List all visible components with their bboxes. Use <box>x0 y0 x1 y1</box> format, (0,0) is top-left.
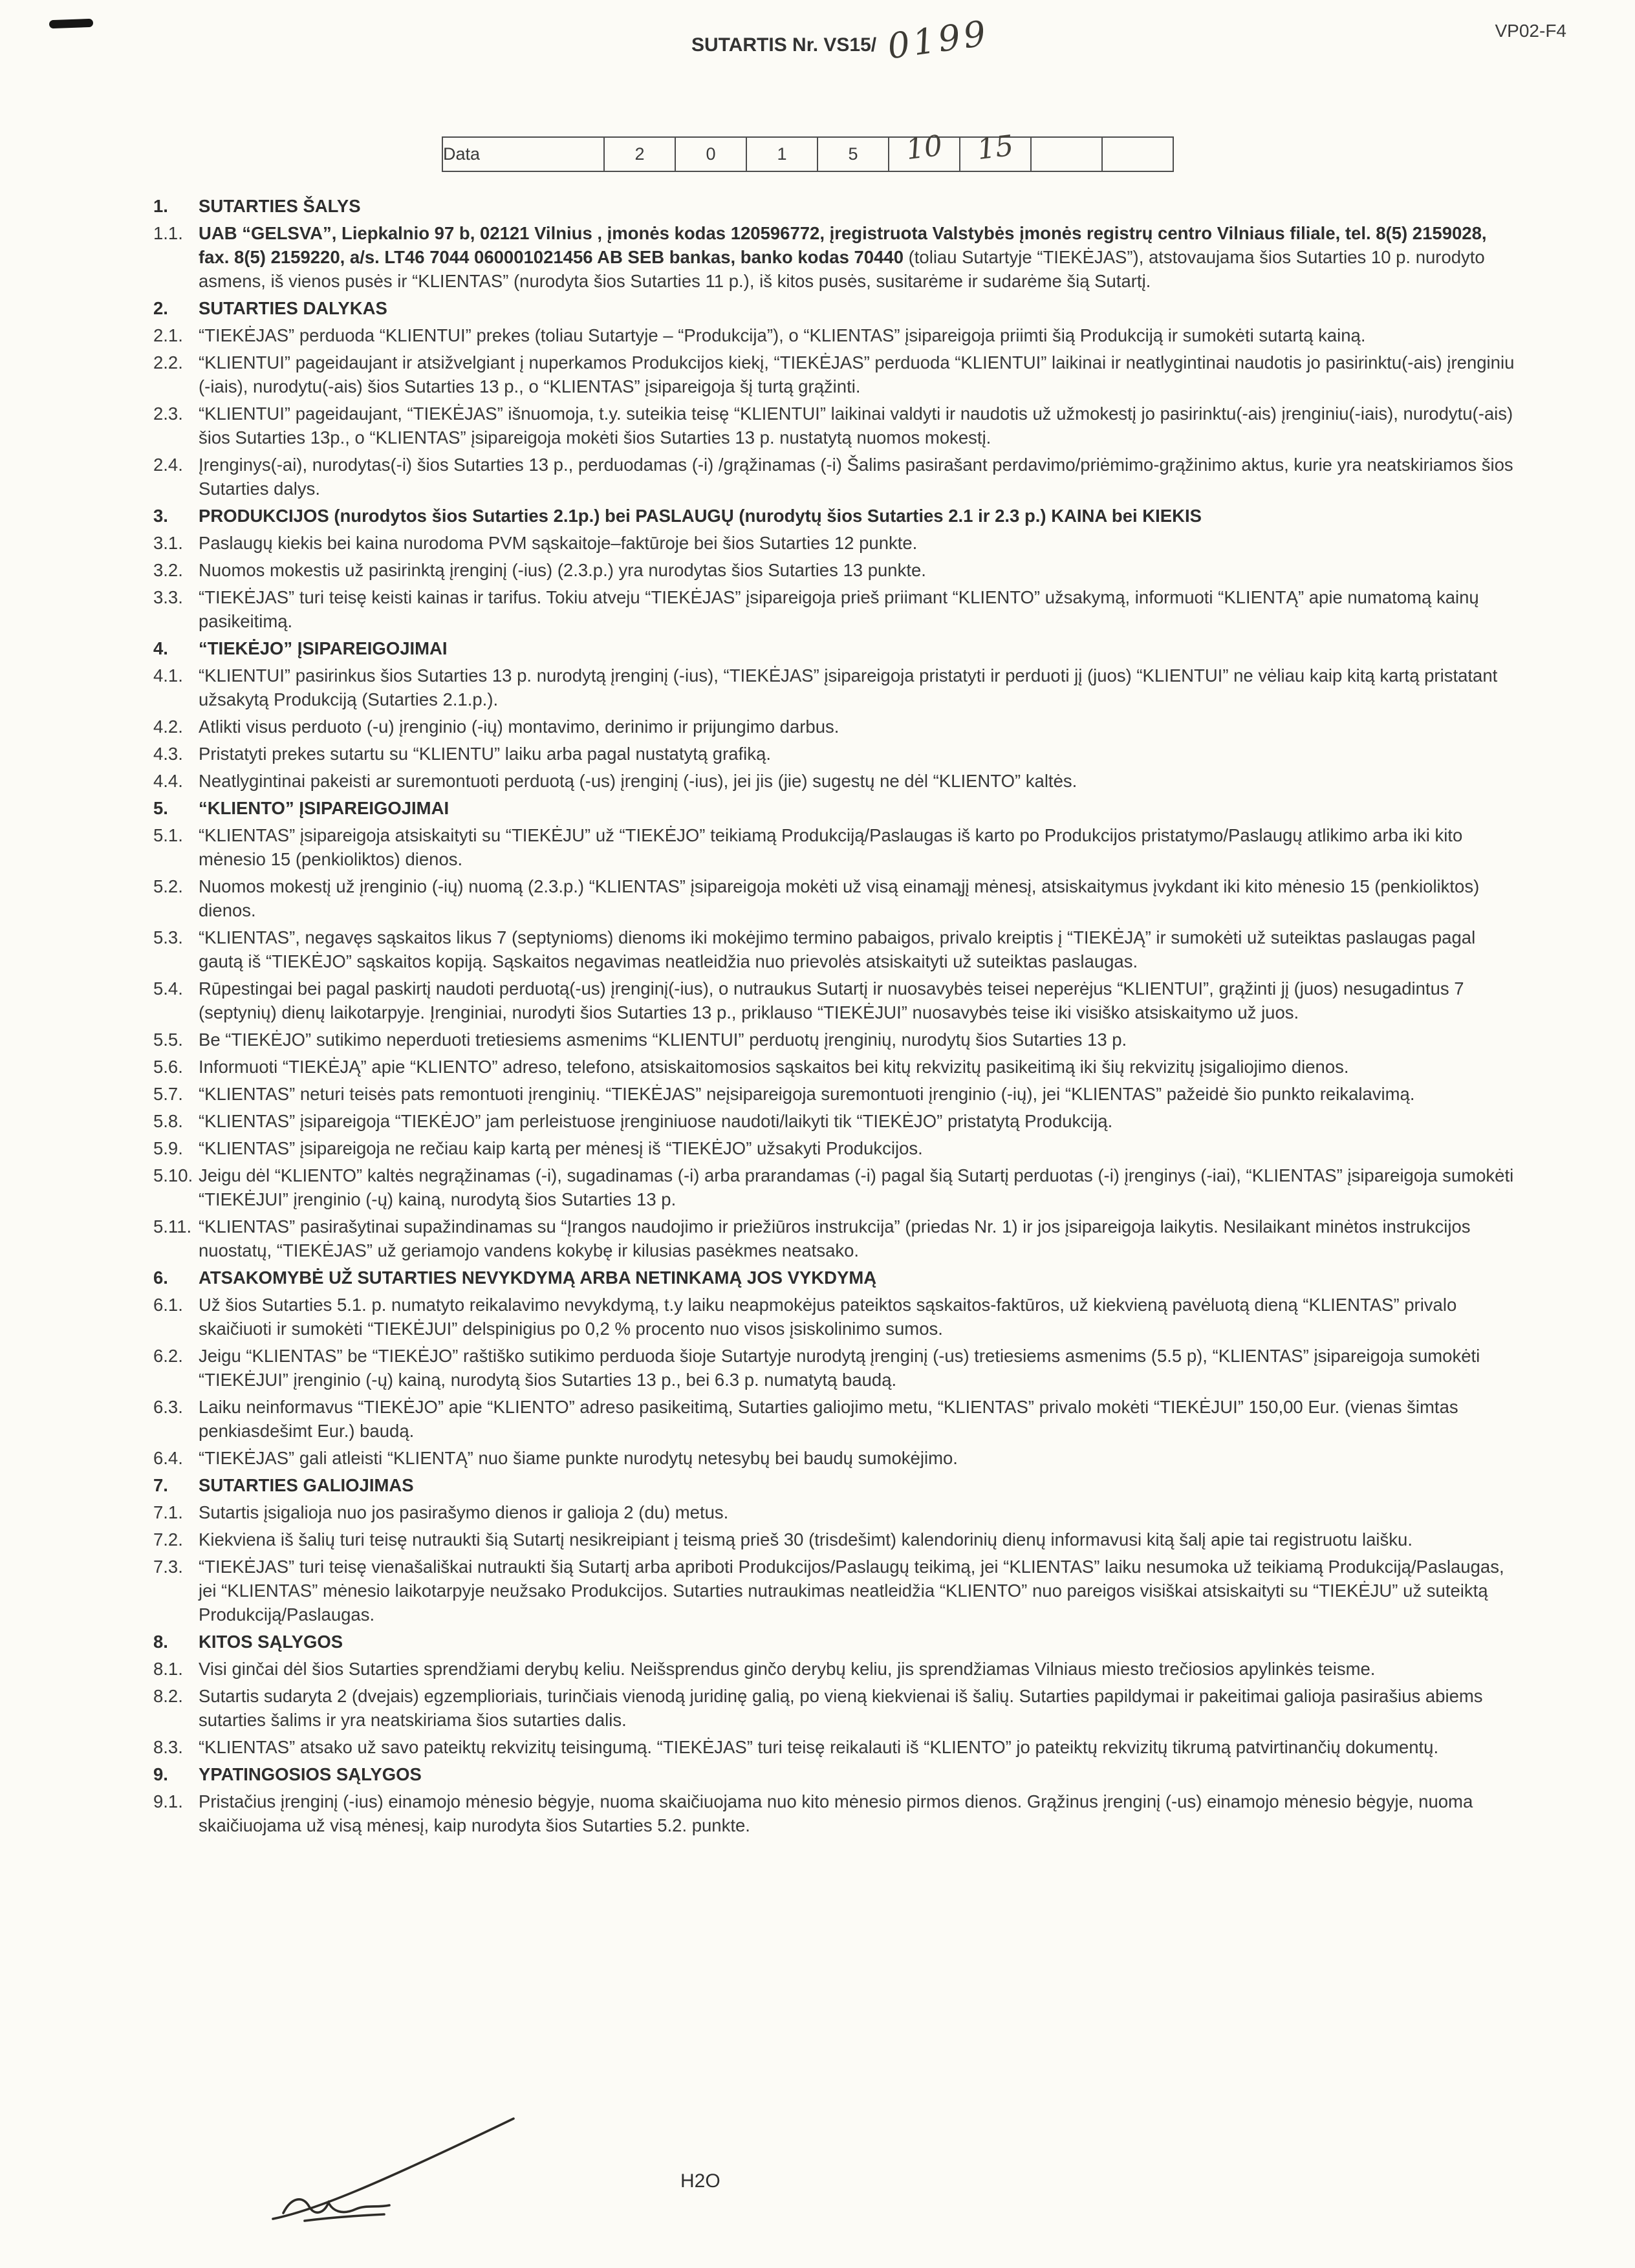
printed-date-value: 1 <box>777 144 787 164</box>
section-number: 2. <box>153 298 168 318</box>
date-cell <box>604 137 675 171</box>
contract-clause <box>153 402 1518 449</box>
contract-clause <box>153 1028 1518 1052</box>
section-heading <box>153 194 1518 218</box>
clause-number: 7.3. <box>153 1557 183 1577</box>
clause-number: 2.2. <box>153 352 183 373</box>
section-number: 7. <box>153 1475 168 1495</box>
contract-clause <box>153 1657 1518 1681</box>
clause-number: 5.2. <box>153 876 183 896</box>
contract-clause <box>153 1082 1518 1106</box>
scan-artifact-mark <box>49 19 93 28</box>
section-heading <box>153 796 1518 820</box>
clause-number: 5.11. <box>153 1216 192 1237</box>
clause-number: 3.2. <box>153 560 183 580</box>
clause-number: 6.3. <box>153 1397 183 1417</box>
handwritten-date-value: 10 <box>904 129 944 167</box>
clause-text: Be “TIEKĖJO” sutikimo neperduoti tretiesiems asmenims “KLIENTUI” perduotų įrenginių, nurodytų šios Sutarties 13 p. <box>199 1030 1127 1050</box>
section-title: ATSAKOMYBĖ UŽ SUTARTIES NEVYKDYMĄ ARBA NETINKAMĄ JOS VYKDYMĄ <box>199 1268 877 1288</box>
clause-number: 5.6. <box>153 1057 183 1077</box>
section-title: “KLIENTO” ĮSIPAREIGOJIMAI <box>199 798 449 818</box>
section-heading <box>153 1630 1518 1654</box>
contract-clause <box>153 1215 1518 1262</box>
clause-text: Nuomos mokestis už pasirinktą įrenginį (-ius) (2.3.p.) yra nurodytas šios Sutarties 13 punkte. <box>199 560 926 580</box>
section-number: 5. <box>153 798 168 818</box>
date-cell <box>1102 137 1173 171</box>
section-title: SUTARTIES DALYKAS <box>199 298 387 318</box>
section-title: KITOS SĄLYGOS <box>199 1632 343 1652</box>
contract-clause <box>153 1446 1518 1470</box>
contract-clause <box>153 1344 1518 1392</box>
contract-clause <box>153 1528 1518 1551</box>
clause-number: 2.1. <box>153 325 183 345</box>
contract-clause <box>153 531 1518 555</box>
date-cell-handwritten <box>960 129 1031 171</box>
clause-text: Neatlygintinai pakeisti ar suremontuoti perduotą (-us) įrenginį (-ius), jei jis (jie) sugestų ne dėl “KLIENTO” kaltės. <box>199 771 1077 791</box>
contract-title-label: SUTARTIS Nr. VS15/ <box>691 34 877 56</box>
date-cell <box>1031 137 1102 171</box>
contract-clause <box>153 925 1518 973</box>
contract-clause <box>153 1735 1518 1759</box>
clause-number: 1.1. <box>153 223 183 243</box>
clause-number: 8.3. <box>153 1737 183 1757</box>
section-title: YPATINGOSIOS SĄLYGOS <box>199 1764 422 1784</box>
contract-clause <box>153 1555 1518 1626</box>
clause-text: “TIEKĖJAS” turi teisę keisti kainas ir tarifus. Tokiu atveju “TIEKĖJAS” įsipareigoja prieš priimant “KLIENTO” užsakymą, informuoti “KLIENTĄ” apie numatomą kainų pasikeitimą. <box>199 587 1479 631</box>
clause-text: Jeigu “KLIENTAS” be “TIEKĖJO” raštiško sutikimo perduoda šioje Sutartyje nurodytą įrenginį (-us) tretiesiems asmenims (5.5 p), “KLIENTAS” įsipareigoja sumokėti “TIEKĖJUI” įrenginio (-ų) kainą, nurodytą šios Sutarties 13 p., bei 6.3 p. numatytą baudą. <box>199 1346 1480 1390</box>
clause-number: 6.1. <box>153 1295 183 1315</box>
form-code: VP02-F4 <box>1495 21 1566 41</box>
clause-number: 7.2. <box>153 1529 183 1550</box>
clause-number: 8.1. <box>153 1659 183 1679</box>
section-number: 8. <box>153 1632 168 1652</box>
clause-number: 7.1. <box>153 1502 183 1522</box>
contract-clause <box>153 715 1518 739</box>
section-heading <box>153 296 1518 320</box>
section-number: 9. <box>153 1764 168 1784</box>
clause-text: “KLIENTAS” įsipareigoja ne rečiau kaip kartą per mėnesį iš “TIEKĖJO” užsakyti Produkcijos. <box>199 1138 923 1158</box>
clause-number: 5.10. <box>153 1165 193 1185</box>
clause-text: Paslaugų kiekis bei kaina nurodoma PVM sąskaitoje–faktūroje bei šios Sutarties 12 punkte. <box>199 533 918 553</box>
footer-watermark: H2O <box>680 2170 720 2192</box>
printed-date-value: 2 <box>634 144 645 164</box>
contract-clause <box>153 585 1518 633</box>
date-cell <box>746 137 817 171</box>
clause-number: 3.3. <box>153 587 183 607</box>
clause-text: Kiekviena iš šalių turi teisę nutraukti šią Sutartį nesikreipiant į teismą prieš 30 (trisdešimt) kalendorinių dienų informavusi kitą šalį apie tai registruotu laišku. <box>199 1529 1413 1550</box>
date-table <box>442 129 1174 172</box>
clause-number: 4.3. <box>153 744 183 764</box>
clause-text: Rūpestingai bei pagal paskirtį naudoti perduotą(-us) įrenginį(-ius), o nutraukus Sutartį ir nuosavybės teisei neperėjus “KLIENTUI”, grąžinti jį (juos) nesugadintus 7 (septynių) dienų laikotarpyje. Įrenginiai, nurodyti šios Sutarties 13 p., priklauso “TIEKĖJUI” nuosavybės teise iki visiško atsiskaitymo už juos. <box>199 978 1464 1022</box>
date-cell-handwritten <box>889 129 960 171</box>
printed-date-value: 5 <box>848 144 858 164</box>
contract-clause <box>153 221 1518 293</box>
clause-text: “KLIENTUI” pageidaujant ir atsižvelgiant į nuperkamos Produkcijos kiekį, “TIEKĖJAS” perduoda “KLIENTUI” laikinai ir neatlygintinai naudotis jo pasirinktu(-ais) įrenginiu (-iais), nurodytu(-ais) šios Sutarties 13 p., o “KLIENTAS” įsipareigoja šį turtą grąžinti. <box>199 352 1515 396</box>
section-heading <box>153 504 1518 528</box>
section-number: 1. <box>153 196 168 216</box>
clause-number: 2.4. <box>153 455 183 475</box>
document-title <box>0 12 1635 67</box>
contract-clause <box>153 742 1518 766</box>
contract-clause <box>153 977 1518 1024</box>
contract-body <box>153 194 1518 1841</box>
contract-clause <box>153 1109 1518 1133</box>
clause-number: 5.8. <box>153 1111 183 1131</box>
contract-clause <box>153 1395 1518 1443</box>
section-title: SUTARTIES ŠALYS <box>199 196 361 216</box>
date-label-cell: Data <box>442 137 604 171</box>
clause-text: “KLIENTAS” neturi teisės pats remontuoti įrenginių. “TIEKĖJAS” neįsipareigoja suremontuoti įrenginio (-ių), jei “KLIENTAS” pažeidė šio punkto reikalavimą. <box>199 1084 1415 1104</box>
contract-clause <box>153 823 1518 871</box>
clause-text: Pristačius įrenginį (-ius) einamojo mėnesio bėgyje, nuoma skaičiuojama nuo kito mėnesio pirmos dienos. Grąžinus įrenginį (-us) einamojo mėnesio bėgyje, nuoma skaičiuojama už visą mėnesį, kaip nurodyta šios Sutarties 5.2. punkte. <box>199 1791 1473 1835</box>
clause-number: 5.1. <box>153 825 183 845</box>
clause-number: 8.2. <box>153 1686 183 1706</box>
section-number: 3. <box>153 506 168 526</box>
contract-clause <box>153 1293 1518 1341</box>
clause-text: Nuomos mokestį už įrenginio (-ių) nuomą (2.3.p.) “KLIENTAS” įsipareigoja mokėti už visą einamąjį mėnesį, atsiskaitymus įvykdant iki kito mėnesio 15 (penkioliktos) dienos. <box>199 876 1480 920</box>
clause-text: Jeigu dėl “KLIENTO” kaltės negrąžinamas (-i), sugadinamas (-i) arba prarandamas (-i) pagal šią Sutartį perduotas (-i) įrenginys (-iai), “KLIENTAS” įsipareigoja sumokėti “TIEKĖJUI” įrenginio (-ų) kainą, nurodytą šios Sutarties 13 p. <box>199 1165 1514 1209</box>
clause-number: 5.5. <box>153 1030 183 1050</box>
clause-number: 5.4. <box>153 978 183 999</box>
clause-text: UAB “GELSVA”, Liepkalnio 97 b, 02121 Vilnius , įmonės kodas 120596772, įregistruota Valstybės įmonės registrų centro Vilniaus filiale, tel. 8(5) 2159028, fax. 8(5) 2159220, a/s. LT46 7044 060001021456 AB SEB bankas, banko kodas 70440 <box>199 223 1487 267</box>
clause-text: Atlikti visus perduoto (-u) įrenginio (-ių) montavimo, derinimo ir prijungimo darbus. <box>199 717 839 737</box>
clause-text: Laiku neinformavus “TIEKĖJO” apie “KLIENTO” adreso pasikeitimą, Sutarties galiojimo metu, “KLIENTAS” privalo mokėti “TIEKĖJUI” 150,00 Eur. (vienas šimtas penkiasdešimt Eur.) baudą. <box>199 1397 1458 1441</box>
clause-number: 2.3. <box>153 404 183 424</box>
clause-number: 6.4. <box>153 1448 183 1468</box>
handwritten-date-value: 15 <box>975 129 1015 167</box>
contract-clause <box>153 453 1518 501</box>
date-table-row <box>442 137 1173 171</box>
clause-text: “KLIENTUI” pasirinkus šios Sutarties 13 p. nurodytą įrenginį (-ius), “TIEKĖJAS” įsipareigoja pristatyti ir perduoti jį (juos) “KLIENTUI” ne vėliau kaip kitą kartą pristatant užsakytą Produkciją (Sutarties 2.1.p.). <box>199 665 1498 709</box>
clause-text: Informuoti “TIEKĖJĄ” apie “KLIENTO” adreso, telefono, atsiskaitomosios sąskaitos bei kitų rekvizitų pasikeitimą iki šių rekvizitų įsigaliojimo dienos. <box>199 1057 1349 1077</box>
contract-clause <box>153 1136 1518 1160</box>
clause-text: Įrenginys(-ai), nurodytas(-i) šios Sutarties 13 p., perduodamas (-i) /grąžinamas (-i) Šalims pasirašant perdavimo/priėmimo-grąžinimo aktus, kurie yra neatskiriamos šios Sutarties dalys. <box>199 455 1513 499</box>
clause-text: “KLIENTAS” įsipareigoja atsiskaityti su “TIEKĖJU” už “TIEKĖJO” teikiamą Produkciją/Paslaugas iš karto po Produkcijos pristatymo/Paslaugų atlikimo arba iki kito mėnesio 15 (penkioliktos) dienos. <box>199 825 1463 869</box>
section-title: PRODUKCIJOS (nurodytos šios Sutarties 2.1p.) bei PASLAUGŲ (nurodytų šios Sutarties 2.1 ir 2.3 p.) KAINA bei KIEKIS <box>199 506 1202 526</box>
signature-strokes <box>273 2119 514 2221</box>
section-number: 6. <box>153 1268 168 1288</box>
clause-text: “TIEKĖJAS” gali atleisti “KLIENTĄ” nuo šiame punkte nurodytų netesybų bei baudų sumokėjimo. <box>199 1448 958 1468</box>
clause-text: “TIEKĖJAS” perduoda “KLIENTUI” prekes (toliau Sutartyje – “Produkcija”), o “KLIENTAS” įsipareigoja priimti šią Produkciją ir sumokėti sutartą kainą. <box>199 325 1366 345</box>
contract-clause <box>153 874 1518 922</box>
contract-number-handwritten: 0199 <box>884 12 991 67</box>
contract-clause <box>153 1500 1518 1524</box>
clause-number: 4.2. <box>153 717 183 737</box>
clause-text: “TIEKĖJAS” turi teisę vienašališkai nutraukti šią Sutartį arba apriboti Produkcijos/Paslaugų teikimą, jei “KLIENTAS” laiku nesumoka už teikiamą Produkciją/Paslaugas, jei “KLIENTAS” mėnesio laikotarpyje neužsako Produkcijos. Sutarties nutraukimas neatleidžia “KLIENTO” nuo pareigos visiškai atsiskaityti su “TIEKĖJU” už suteiktą Produkciją/Paslaugas. <box>199 1557 1504 1625</box>
date-cell <box>817 137 889 171</box>
section-number: 4. <box>153 638 168 658</box>
clause-text: Pristatyti prekes sutartu su “KLIENTU” laiku arba pagal nustatytą grafiką. <box>199 744 771 764</box>
clause-number: 9.1. <box>153 1791 183 1811</box>
clause-number: 5.7. <box>153 1084 183 1104</box>
document-title-group <box>691 12 991 67</box>
section-title: SUTARTIES GALIOJIMAS <box>199 1475 414 1495</box>
clause-number: 4.4. <box>153 771 183 791</box>
contract-clause <box>153 769 1518 793</box>
clause-number: 5.9. <box>153 1138 183 1158</box>
clause-number: 4.1. <box>153 665 183 686</box>
contract-clause <box>153 1789 1518 1837</box>
section-heading <box>153 1473 1518 1497</box>
clause-text: “KLIENTAS”, negavęs sąskaitos likus 7 (septynioms) dienoms iki mokėjimo termino pabaigos, privalo kreiptis į “TIEKĖJĄ” ir sumokėti už suteiktas paslaugas pagal gautą iš “TIEKĖJO” sąskaitos kopiją. Sąskaitos negavimas neatleidžia nuo prievolės atsiskaityti už suteiktas paslaugas. <box>199 927 1476 971</box>
clause-text: (toliau Sutartyje “TIEKĖJAS”), atstovaujama šios Sutarties 10 p. nurodyto asmens, iš vienos pusės ir “KLIENTAS” (nurodyta šios Sutarties 11 p.), iš kitos pusės, susitarėme ir sudarėme šią Sutartį. <box>199 247 1485 291</box>
clause-number: 3.1. <box>153 533 183 553</box>
clause-text: “KLIENTUI” pageidaujant, “TIEKĖJAS” išnuomoja, t.y. suteikia teisę “KLIENTUI” laikinai valdyti ir naudotis už užmokestį jo pasirinktu(-ais) įrenginiu(-iais), nurodytu(-ais) šios Sutarties 13p., o “KLIENTAS” įsipareigoja mokėti šios Sutarties 13 p. nustatytą nuomos mokestį. <box>199 404 1513 448</box>
contract-clause <box>153 664 1518 711</box>
contract-clause <box>153 323 1518 347</box>
printed-date-value: 0 <box>706 144 716 164</box>
clause-text: Sutartis įsigalioja nuo jos pasirašymo dienos ir galioja 2 (du) metus. <box>199 1502 729 1522</box>
clause-text: “KLIENTAS” atsako už savo pateiktų rekvizitų teisingumą. “TIEKĖJAS” turi teisę reikalauti iš “KLIENTO” jo pateiktų rekvizitų tikrumą patvirtinančių dokumentų. <box>199 1737 1439 1757</box>
clause-text: Už šios Sutarties 5.1. p. numatyto reikalavimo nevykdymą, t.y laiku neapmokėjus pateiktos sąskaitos-faktūros, už kiekvieną pavėluotą dieną “KLIENTAS” privalo skaičiuoti ir sumokėti “TIEKĖJUI” delspinigius po 0,2 % procento nuo visos įsiskolinimo sumos. <box>199 1295 1457 1339</box>
contract-clause <box>153 351 1518 398</box>
clause-text: Sutartis sudaryta 2 (dvejais) egzemplioriais, turinčiais vienodą juridinę galią, po vieną kiekvienai iš šalių. Sutarties papildymai ir pakeitimai galioja pasirašius abiems sutarties šalims ir yra neatskiriama šios sutarties dalis. <box>199 1686 1483 1730</box>
clause-number: 6.2. <box>153 1346 183 1366</box>
date-cell <box>675 137 746 171</box>
clause-number: 5.3. <box>153 927 183 947</box>
contract-clause <box>153 558 1518 582</box>
section-heading <box>153 636 1518 660</box>
section-heading <box>153 1266 1518 1290</box>
contract-clause <box>153 1055 1518 1079</box>
section-heading <box>153 1762 1518 1786</box>
section-title: “TIEKĖJO” ĮSIPAREIGOJIMAI <box>199 638 448 658</box>
clause-text: “KLIENTAS” pasirašytinai supažindinamas su “Įrangos naudojimo ir priežiūros instrukcija” (priedas Nr. 1) ir jos įsipareigoja laikytis. Nesilaikant minėtos instrukcijos nuostatų, “TIEKĖJAS” už geriamojo vandens kokybę ir kilusias pasėkmes neatsako. <box>199 1216 1471 1260</box>
signature <box>269 2112 521 2225</box>
contract-clause <box>153 1684 1518 1732</box>
clause-text: “KLIENTAS” įsipareigoja “TIEKĖJO” jam perleistuose įrenginiuose naudoti/laikyti tik “TIEKĖJO” pristatytą Produkciją. <box>199 1111 1113 1131</box>
contract-clause <box>153 1163 1518 1211</box>
clause-text: Visi ginčai dėl šios Sutarties sprendžiami derybų keliu. Neišsprendus ginčo derybų keliu, jis sprendžiamas Vilniaus miesto trečiosios apylinkės teisme. <box>199 1659 1376 1679</box>
